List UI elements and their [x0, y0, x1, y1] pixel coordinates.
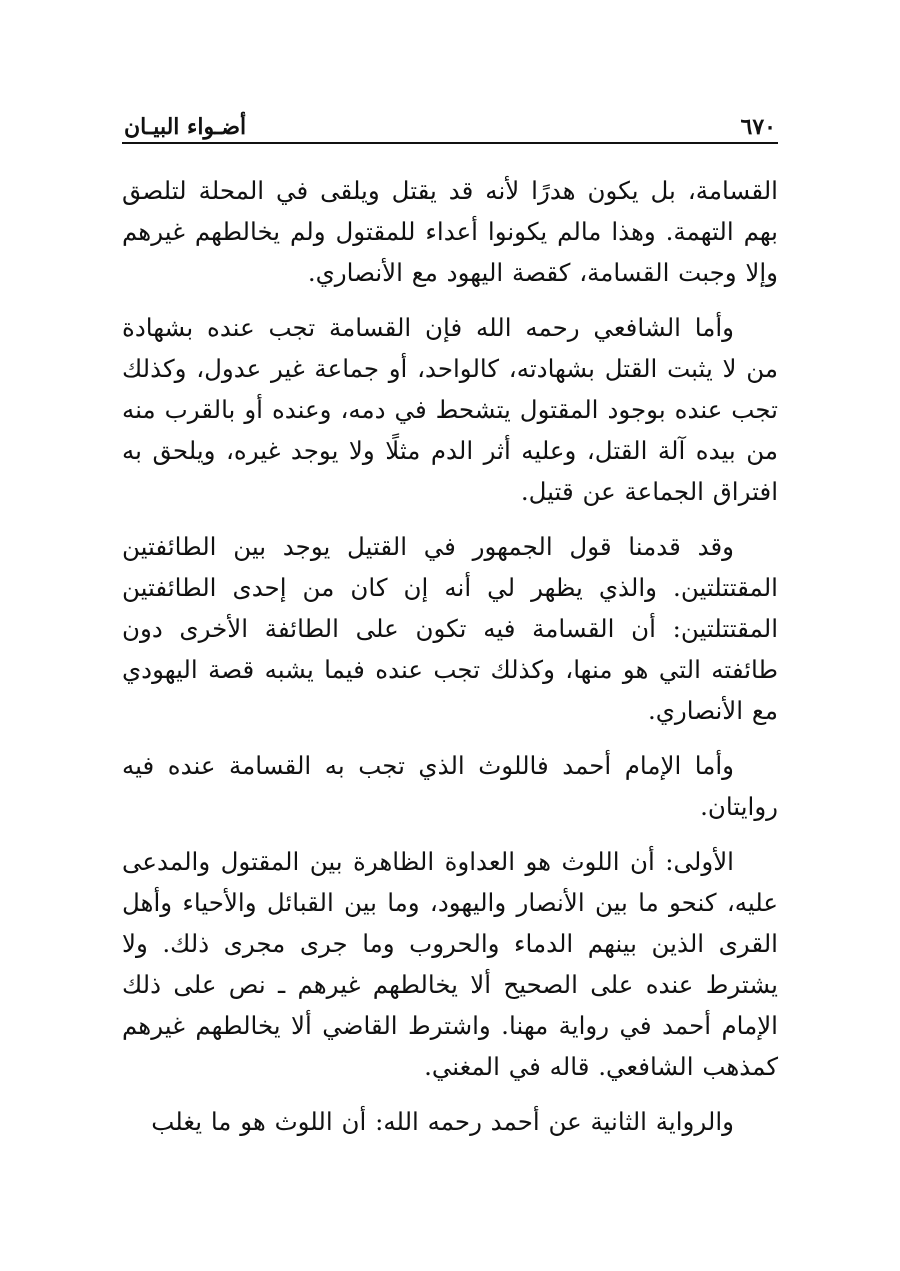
paragraph: والرواية الثانية عن أحمد رحمه الله: أن اللوث هو ما يغلب [151, 1107, 734, 1136]
page-number: ٦٧٠ [740, 114, 776, 140]
book-title: أضـواء البيـان [124, 114, 247, 140]
running-header [122, 108, 778, 144]
paragraph: القسامة، بل يكون هدرًا لأنه قد يقتل ويلقى في المحلة لتلصق بهم التهمة. وهذا مالم يكونوا أعداء للمقتول ولم يخالطهم غيرهم وإلا وجبت القسامة، كقصة اليهود مع الأنصاري. [122, 176, 778, 287]
body-text [122, 170, 778, 1142]
book-page [122, 108, 778, 1228]
paragraph: وأما الشافعي رحمه الله فإن القسامة تجب عنده بشهادة من لا يثبت القتل بشهادته، كالواحد، أو جماعة غير عدول، وكذلك تجب عنده بوجود المقتول يتشحط في دمه، وعنده أو بالقرب منه من بيده آلة القتل، وعليه أثر الدم مثلًا ولا يوجد غيره، ويلحق به افتراق الجماعة عن قتيل. [122, 313, 778, 506]
paragraph: الأولى: أن اللوث هو العداوة الظاهرة بين المقتول والمدعى عليه، كنحو ما بين الأنصار واليهود، وما بين القبائل والأحياء وأهل القرى الذين بينهم الدماء والحروب وما جرى مجرى ذلك. ولا يشترط عنده على الصحيح ألا يخالطهم غيرهم ـ نص على ذلك الإمام أحمد في رواية مهنا. واشترط القاضي ألا يخالطهم غيرهم كمذهب الشافعي. قاله في المغني. [122, 847, 778, 1081]
paragraph: وأما الإمام أحمد فاللوث الذي تجب به القسامة عنده فيه روايتان. [122, 751, 778, 821]
paragraph: وقد قدمنا قول الجمهور في القتيل يوجد بين الطائفتين المقتتلتين. والذي يظهر لي أنه إن كان من إحدى الطائفتين المقتتلتين: أن القسامة فيه تكون على الطائفة الأخرى دون طائفته التي هو منها، وكذلك تجب عنده فيما يشبه قصة اليهودي مع الأنصاري. [122, 532, 778, 725]
